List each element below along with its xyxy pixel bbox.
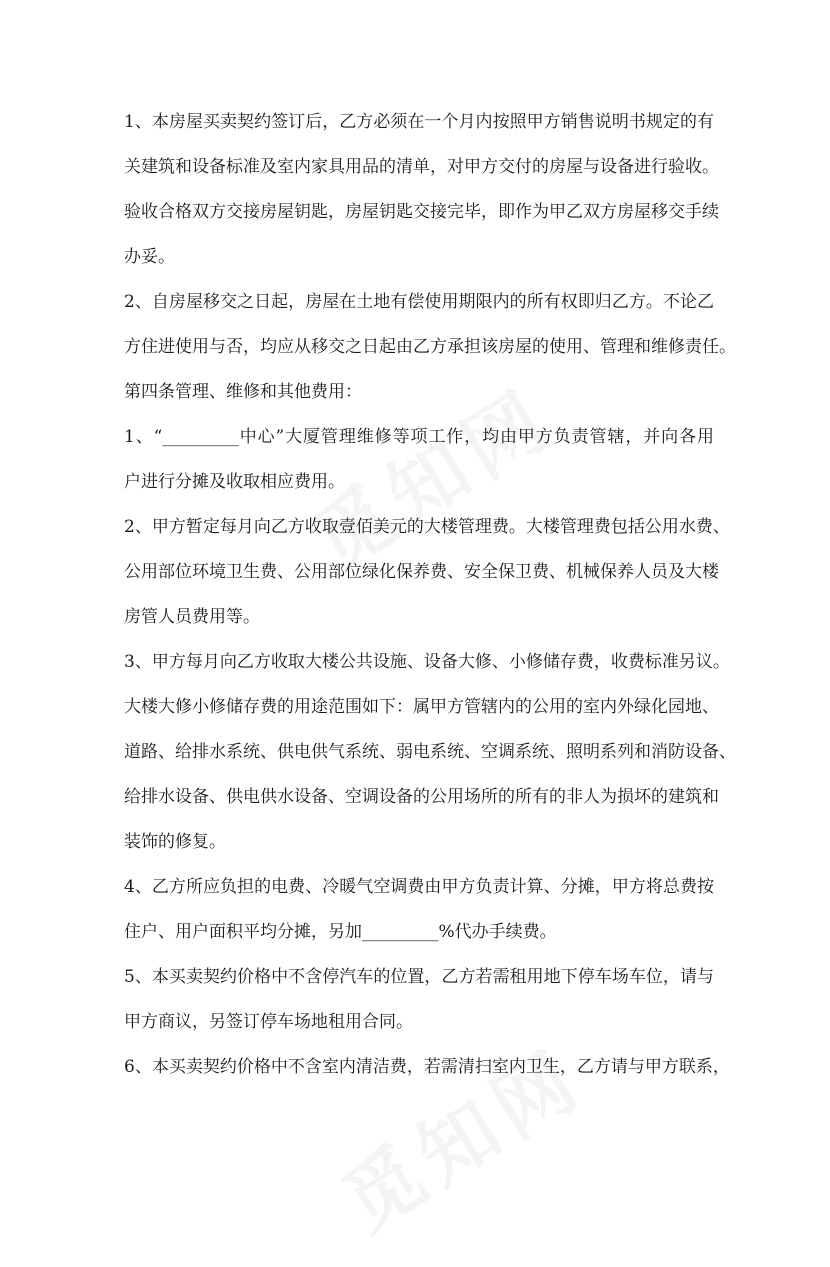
paragraph-line: 5、本买卖契约价格中不含停汽车的位置，乙方若需租用地下停车场车位，请与 bbox=[124, 967, 714, 987]
paragraph-line: 1、本房屋买卖契约签订后，乙方必须在一个月内按照甲方销售说明书规定的有 bbox=[124, 112, 714, 132]
paragraph-line: 户进行分摊及收取相应费用。 bbox=[124, 472, 345, 492]
paragraph-line: 房管人员费用等。 bbox=[124, 607, 260, 627]
paragraph-line: 装饰的修复。 bbox=[124, 832, 226, 852]
paragraph-line: 验收合格双方交接房屋钥匙，房屋钥匙交接完毕，即作为甲乙双方房屋移交手续 bbox=[124, 202, 719, 222]
paragraph-line: 住户、用户面积平均分摊，另加_________%代办手续费。 bbox=[124, 922, 557, 942]
paragraph-line: 道路、给排水系统、供电供气系统、弱电系统、空调系统、照明系列和消防设备、 bbox=[124, 742, 736, 762]
paragraph-line: 2、自房屋移交之日起，房屋在土地有偿使用期限内的所有权即归乙方。不论乙 bbox=[124, 292, 714, 312]
paragraph-line: 1、“_________中心”大厦管理维修等项工作，均由甲方负责管辖，并向各用 bbox=[124, 427, 714, 447]
paragraph-line: 6、本买卖契约价格中不含室内清洁费，若需清扫室内卫生，乙方请与甲方联系， bbox=[124, 1057, 730, 1077]
paragraph-line: 甲方商议，另签订停车场地租用合同。 bbox=[124, 1012, 413, 1032]
paragraph-line: 公用部位环境卫生费、公用部位绿化保养费、安全保卫费、机械保养人员及大楼 bbox=[124, 562, 719, 582]
paragraph-line: 大楼大修小修储存费的用途范围如下：属甲方管辖内的公用的室内外绿化园地、 bbox=[124, 697, 719, 717]
document-body bbox=[124, 100, 736, 1090]
paragraph-line: 关建筑和设备标准及室内家具用品的清单，对甲方交付的房屋与设备进行验收。 bbox=[124, 157, 719, 177]
paragraph-line: 4、乙方所应负担的电费、冷暖气空调费由甲方负责计算、分摊，甲方将总费按 bbox=[124, 877, 714, 897]
paragraph-line: 3、甲方每月向乙方收取大楼公共设施、设备大修、小修储存费，收费标准另议。 bbox=[124, 652, 730, 672]
paragraph-line: 2、甲方暂定每月向乙方收取壹佰美元的大楼管理费。大楼管理费包括公用水费、 bbox=[124, 517, 730, 537]
section-heading: 第四条管理、维修和其他费用： bbox=[124, 382, 362, 402]
paragraph-line: 给排水设备、供电供水设备、空调设备的公用场所的所有的非人为损坏的建筑和 bbox=[124, 787, 719, 807]
paragraph-line: 方住进使用与否，均应从移交之日起由乙方承担该房屋的使用、管理和维修责任。 bbox=[124, 337, 736, 357]
paragraph-line: 办妥。 bbox=[124, 247, 175, 267]
